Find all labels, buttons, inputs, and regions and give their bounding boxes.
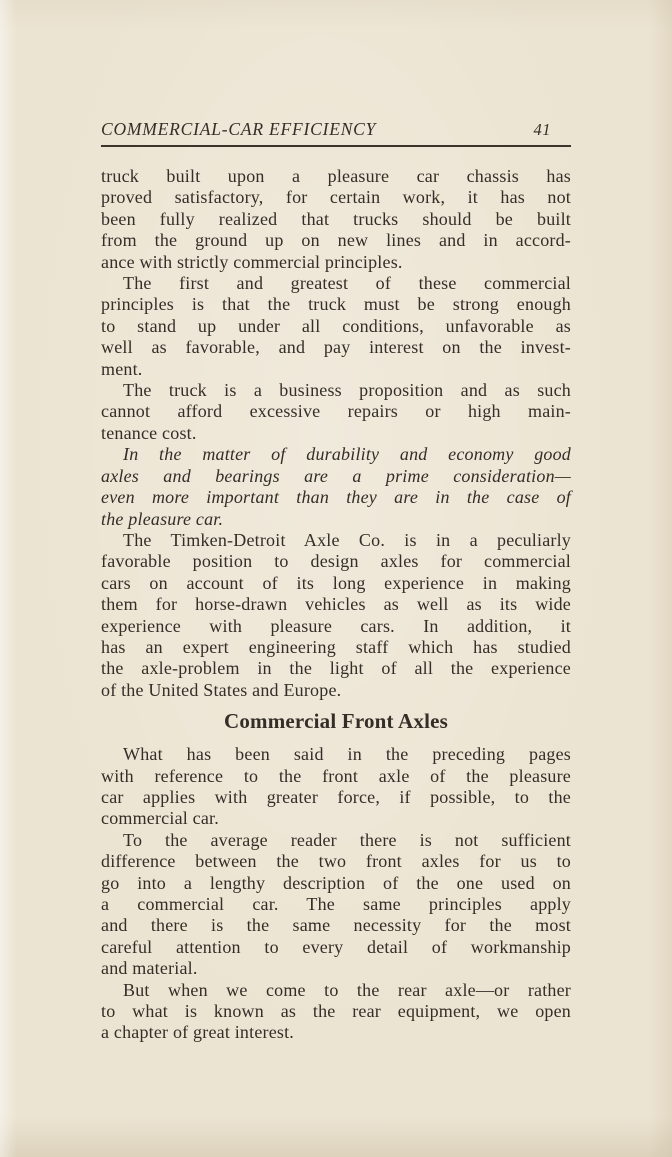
text-line: a commercial car. The same principles apply: [101, 894, 571, 914]
text-line: with reference to the front axle of the pleasure: [101, 765, 571, 786]
paragraph: [101, 530, 571, 701]
text-line: proved satisfactory, for certain work, it has not: [101, 187, 571, 208]
text-line: difference between the two front axles for us to: [101, 851, 571, 872]
text-line: a chapter of great interest.: [101, 1022, 295, 1043]
page-body: [101, 166, 571, 1044]
text-line: go into a lengthy description of the one used on: [101, 872, 571, 893]
text-line: them for horse-drawn vehicles as well as its wide: [101, 594, 571, 615]
text-line: But when we come to the rear axle—or rather: [123, 979, 571, 1000]
paragraph: [101, 744, 571, 830]
text-line: to what is known as the rear equipment, we open: [101, 1001, 571, 1022]
text-line: has an expert engineering staff which has studied: [101, 636, 571, 657]
paragraph: [101, 166, 571, 273]
page-content: [101, 119, 571, 1044]
paragraph: [101, 273, 571, 380]
text-line: of the United States and Europe.: [101, 679, 342, 700]
text-line: the pleasure car.: [101, 508, 224, 529]
paragraph: [101, 980, 571, 1044]
text-line: The first and greatest of these commercial: [123, 273, 571, 294]
text-line: cannot afford excessive repairs or high main-: [101, 401, 571, 422]
paragraph: [101, 830, 571, 980]
text-line: the axle-problem in the light of all the experience: [101, 658, 571, 679]
header-title: COMMERCIAL-CAR EFFICIENCY: [101, 119, 377, 139]
paragraph: [101, 380, 571, 444]
text-line: To the average reader there is not sufficient: [123, 829, 571, 850]
text-line: and there is the same necessity for the most: [101, 915, 571, 936]
text-line: ance with strictly commercial principles.: [101, 251, 403, 272]
page-number: 41: [533, 120, 551, 139]
text-line: from the ground up on new lines and in accord-: [101, 230, 571, 251]
section-heading: Commercial Front Axles: [223, 709, 449, 734]
text-line: The Timken-Detroit Axle Co. is in a peculiarly: [123, 529, 571, 550]
text-line: In the matter of durability and economy good: [123, 444, 571, 465]
text-line: to stand up under all conditions, unfavorable as: [101, 315, 571, 336]
text-line: tenance cost.: [101, 422, 197, 443]
text-line: principles is that the truck must be strong enough: [101, 294, 571, 315]
text-line: experience with pleasure cars. In addition, it: [101, 615, 571, 636]
text-line: well as favorable, and pay interest on the invest-: [101, 337, 571, 358]
text-line: The truck is a business proposition and as such: [123, 380, 571, 401]
text-line: cars on account of its long experience in making: [101, 572, 571, 593]
text-line: careful attention to every detail of workmanship: [101, 936, 571, 957]
text-line: favorable position to design axles for commercial: [101, 551, 571, 572]
text-line: axles and bearings are a prime consideration—: [101, 465, 571, 486]
header-rule: [101, 145, 571, 147]
text-line: even more important than they are in the case of: [101, 487, 571, 508]
text-line: What has been said in the preceding pages: [123, 744, 571, 765]
text-line: been fully realized that trucks should be built: [101, 208, 571, 229]
text-line: ment.: [101, 358, 143, 379]
running-header: [101, 119, 571, 140]
text-line: and material.: [101, 958, 198, 979]
paragraph: [101, 444, 571, 530]
text-line: commercial car.: [101, 808, 219, 829]
text-line: truck built upon a pleasure car chassis has: [101, 166, 571, 186]
text-line: car applies with greater force, if possible, to the: [101, 786, 571, 807]
